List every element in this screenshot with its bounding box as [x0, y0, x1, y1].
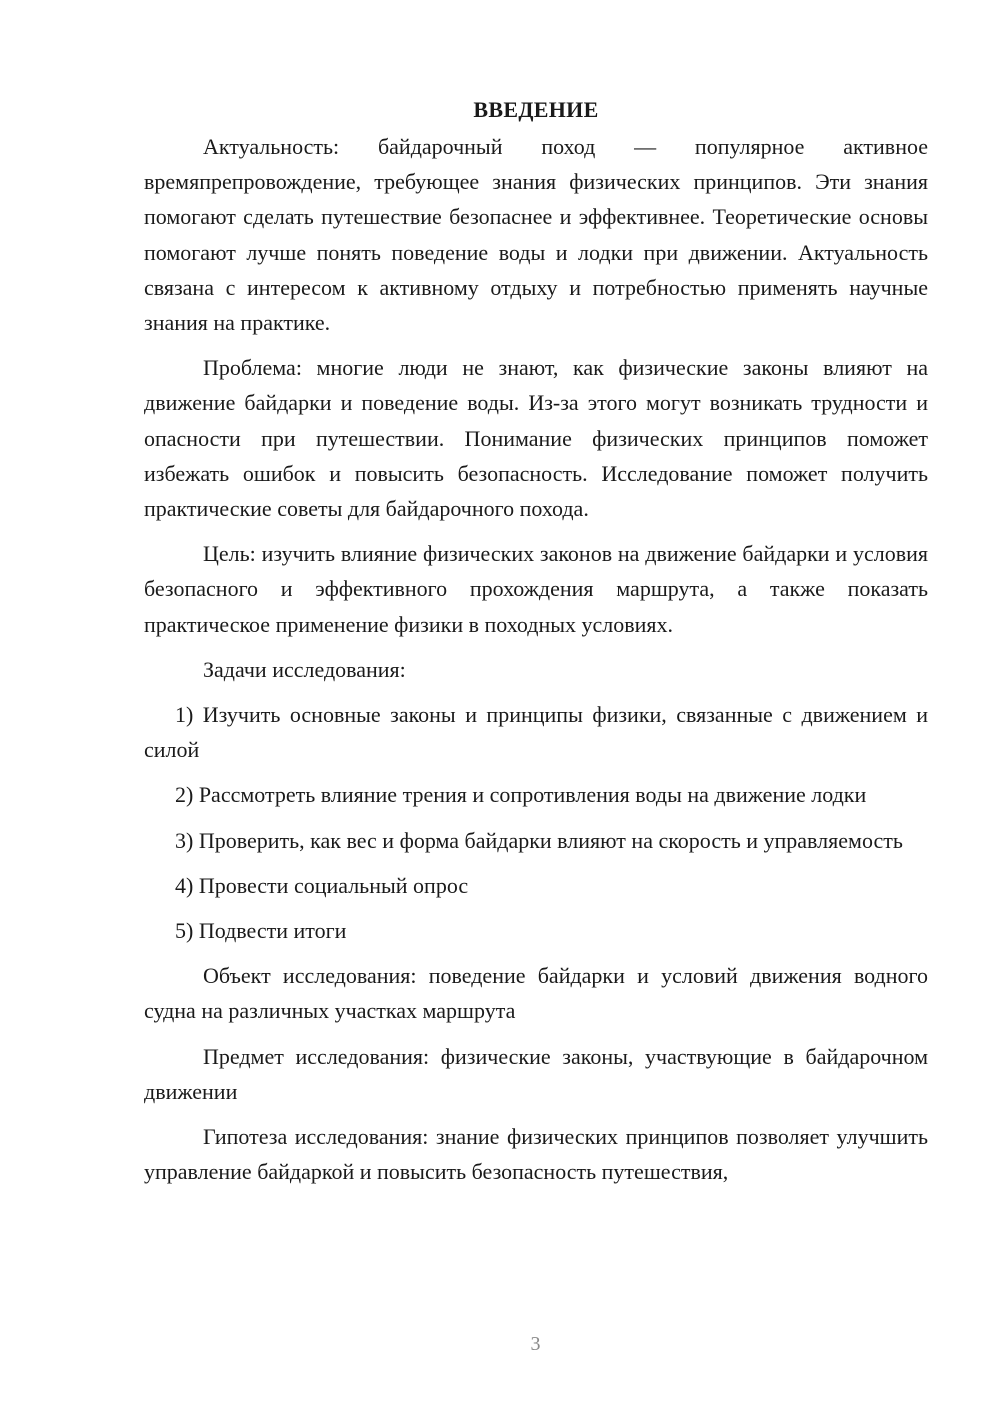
paragraph-subject: Предмет исследования: физические законы, участвующие в байдарочном движении — [144, 1043, 928, 1104]
paragraph-goal: Цель: изучить влияние физических законов на движение байдарки и условия безопасного и эффективного прохождения маршрута, а также показать практическое применение физики в походных условиях. — [144, 541, 928, 637]
page-number: 3 — [530, 1333, 541, 1355]
paragraph-object: Объект исследования: поведение байдарки и условий движения водного судна на различных участках маршрута — [144, 963, 928, 1024]
paragraph-problem: Проблема: многие люди не знают, как физические законы влияют на движение байдарки и поведение воды. Из-за этого могут возникать трудности и опасности при путешествии. Понимание физических принципов поможет избежать ошибок и повысить безопасность. Исследование поможет получить практические советы для байдарочного похода. — [144, 355, 928, 522]
section-title: ВВЕДЕНИЕ — [473, 97, 599, 122]
paragraph-hypothesis: Гипотеза исследования: знание физических принципов позволяет улучшить управление байдаркой и повысить безопасность путешествия, — [144, 1124, 928, 1185]
paragraph-relevance: Актуальность: байдарочный поход — популярное активное времяпрепровождение, требующее знания физических принципов. Эти знания помогают сделать путешествие безопаснее и эффективнее. Теоретические основы помогают лучше понять поведение воды и лодки при движении. Актуальность связана с интересом к активному отдыху и потребностью применять научные знания на практике. — [144, 134, 928, 336]
document-page — [144, 92, 928, 1199]
task-item-4: 4) Провести социальный опрос — [175, 872, 469, 898]
task-item-1: 1) Изучить основные законы и принципы физики, связанные с движением и силой — [144, 702, 928, 763]
task-item-5: 5) Подвести итоги — [175, 918, 347, 944]
task-item-2: 2) Рассмотреть влияние трения и сопротивления воды на движение лодки — [175, 782, 867, 808]
paragraph-tasks-heading: Задачи исследования: — [203, 656, 406, 682]
task-item-3: 3) Проверить, как вес и форма байдарки влияют на скорость и управляемость — [175, 827, 903, 853]
